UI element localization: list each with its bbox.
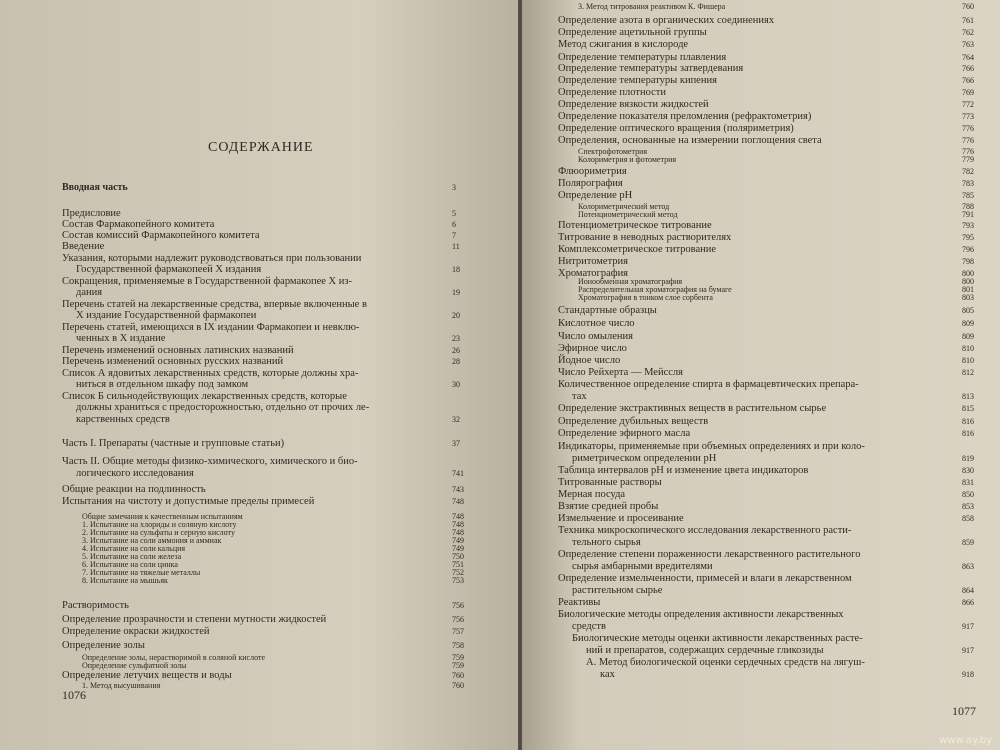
toc-page-ref: 810	[962, 356, 974, 365]
toc-entry: Метод сжигания в кислороде	[558, 39, 689, 50]
toc-entry: Определение экстрактивных веществ в растительном сырье	[558, 403, 827, 414]
toc-page-ref: 763	[962, 40, 974, 49]
toc-entry: логического исследования	[76, 468, 194, 479]
toc-entry: сырья амбарными вредителями	[572, 561, 713, 572]
toc-entry: Введение	[62, 241, 105, 252]
toc-entry: Определение прозрачности и степени мутности жидкостей	[62, 614, 327, 625]
toc-page-ref: 759	[452, 661, 464, 670]
toc-page-ref: 760	[452, 671, 464, 680]
toc-entry: ках	[600, 669, 615, 680]
toc-page-ref: 866	[962, 598, 974, 607]
toc-page-ref: 805	[962, 306, 974, 315]
toc-page-ref: 753	[452, 576, 464, 585]
toc-entry: Определение сульфатной золы	[82, 661, 187, 670]
page-number-right: 1077	[952, 704, 976, 718]
toc-page-ref: 864	[962, 586, 974, 595]
toc-entry: Определение плотности	[558, 87, 666, 98]
toc-entry: Определение золы, нерастворимой в соляной кислоте	[82, 653, 266, 662]
toc-page-ref: 779	[962, 155, 974, 164]
toc-entry: Часть II. Общие методы физико-химического, химического и био-	[62, 456, 358, 467]
toc-page-ref: 750	[452, 552, 464, 561]
toc-page-ref: 812	[962, 368, 974, 377]
toc-page-ref: 816	[962, 417, 974, 426]
toc-page-ref: 749	[452, 544, 464, 553]
toc-page-ref: 759	[452, 653, 464, 662]
toc-entry: 7. Испытание на тяжелые металлы	[82, 568, 201, 577]
toc-page-ref: 11	[452, 242, 460, 251]
toc-entry: Колориметрия и фотометрия	[578, 155, 677, 164]
toc-page-ref: 803	[962, 293, 974, 302]
toc-page-ref: 815	[962, 404, 974, 413]
toc-page-ref: 918	[962, 670, 974, 679]
toc-page-ref: 32	[452, 415, 460, 424]
toc-page-ref: 5	[452, 209, 456, 218]
toc-entry: Потенциометрическое титрование	[558, 220, 712, 231]
toc-entry: Определение летучих веществ и воды	[62, 670, 232, 681]
toc-entry: Число Рейхерта — Мейссля	[558, 367, 683, 378]
toc-page-ref: 800	[962, 277, 974, 286]
toc-entry: Определение температуры плавления	[558, 52, 727, 63]
toc-page-ref: 830	[962, 466, 974, 475]
toc-page-ref: 850	[962, 490, 974, 499]
toc-page-ref: 809	[962, 319, 974, 328]
toc-entry: 8. Испытание на мышьяк	[82, 576, 168, 585]
toc-page-ref: 752	[452, 568, 464, 577]
toc-page-ref: 20	[452, 311, 460, 320]
toc-entry: Взятие средней пробы	[558, 501, 659, 512]
toc-entry: Колориметрический метод	[578, 202, 670, 211]
toc-entry: Список Б сильнодействующих лекарственных средств, которые	[62, 391, 347, 402]
toc-entry: Йодное число	[558, 355, 621, 366]
toc-entry: Определение оптического вращения (поляриметрия)	[558, 123, 794, 134]
toc-entry: ниться в отдельном шкафу под замком	[76, 379, 249, 390]
toc-entry: карственных средств	[76, 414, 170, 425]
toc-page-ref: 743	[452, 485, 464, 494]
toc-page-ref: 791	[962, 210, 974, 219]
toc-page-ref: 19	[452, 288, 460, 297]
toc-entry: Определение температуры кипения	[558, 75, 717, 86]
toc-page-ref: 760	[452, 681, 464, 690]
toc-page-ref: 783	[962, 179, 974, 188]
toc-entry: Индикаторы, применяемые при объемных определениях и при коло-	[558, 441, 865, 452]
toc-page-ref: 782	[962, 167, 974, 176]
toc-entry: 5. Испытание на соли железа	[82, 552, 182, 561]
toc-page-ref: 762	[962, 28, 974, 37]
toc-page-ref: 801	[962, 285, 974, 294]
toc-entry: 1. Испытание на хлориды и соляную кислоту	[82, 520, 237, 529]
toc-entry: Государственной фармакопеей X издания	[76, 264, 262, 275]
toc-page-ref: 18	[452, 265, 460, 274]
toc-entry: Полярография	[558, 178, 623, 189]
toc-page-ref: 26	[452, 346, 460, 355]
toc-entry: Измельчение и просеивание	[558, 513, 684, 524]
toc-entry: Определение показателя преломления (рефрактометрия)	[558, 111, 812, 122]
toc-entry: Список А ядовитых лекарственных средств, которые должны хра-	[62, 368, 359, 379]
toc-entry: Общие замечания к качественным испытаниям	[82, 512, 243, 521]
toc-entry: Титрование в неводных растворителях	[558, 232, 732, 243]
toc-entry: Перечень изменений основных русских названий	[62, 356, 284, 367]
toc-page-ref: 748	[452, 497, 464, 506]
watermark: www.ay.by	[939, 735, 992, 746]
toc-page-ref: 751	[452, 560, 464, 569]
toc-entry: 6. Испытание на соли цинка	[82, 560, 178, 569]
toc-page-ref: 748	[452, 520, 464, 529]
toc-entry: Состав Фармакопейного комитета	[62, 219, 215, 230]
toc-page-ref: 813	[962, 392, 974, 401]
toc-entry: 3. Испытание на соли аммония и аммиак	[82, 536, 222, 545]
toc-entry: Определение азота в органических соединениях	[558, 15, 775, 26]
toc-entry: Кислотное число	[558, 318, 635, 329]
toc-entry: Перечень статей на лекарственные средства, впервые включенные в	[62, 299, 367, 310]
toc-entry: Стандартные образцы	[558, 305, 657, 316]
toc-entry: Определение окраски жидкостей	[62, 626, 210, 637]
toc-page-ref: 766	[962, 64, 974, 73]
toc-page-ref: 863	[962, 562, 974, 571]
toc-entry: должны храниться с предосторожностью, отдельно от прочих ле-	[76, 402, 370, 413]
toc-entry: Перечень статей, имеющихся в IX издании Фармакопеи и невклю-	[62, 322, 360, 333]
toc-entry: Определения, основанные на измерении поглощения света	[558, 135, 822, 146]
toc-entry: ний и препаратов, содержащих сердечные гликозиды	[586, 645, 824, 656]
toc-entry: Потенциометрический метод	[578, 210, 678, 219]
toc-entry: Биологические методы определения активности лекарственных	[558, 609, 844, 620]
toc-page-ref: 816	[962, 429, 974, 438]
toc-page-ref: 772	[962, 100, 974, 109]
toc-entry: тах	[572, 391, 587, 402]
toc-entry: Нитритометрия	[558, 256, 629, 267]
toc-entry: Испытания на чистоту и допустимые пределы примесей	[62, 496, 315, 507]
toc-page-ref: 795	[962, 233, 974, 242]
toc-page-ref: 793	[962, 221, 974, 230]
toc-page-ref: 6	[452, 220, 456, 229]
toc-entry: Вводная часть	[62, 182, 128, 193]
toc-entry: Предисловие	[62, 208, 121, 219]
toc-entry: Биологические методы оценки активности лекарственных расте-	[572, 633, 863, 644]
toc-entry: Комплексометрическое титрование	[558, 244, 717, 255]
toc-page-ref: 810	[962, 344, 974, 353]
toc-entry: Растворимость	[62, 600, 129, 611]
toc-page-ref: 853	[962, 502, 974, 511]
toc-entry: X издание Государственной фармакопеи	[76, 310, 257, 321]
toc-entry: Определение вязкости жидкостей	[558, 99, 709, 110]
toc-entry: Определение измельченности, примесей и влаги в лекарственном	[558, 573, 852, 584]
toc-entry: Эфирное число	[558, 343, 627, 354]
toc-entry: Определение дубильных веществ	[558, 416, 709, 427]
toc-page-ref: 769	[962, 88, 974, 97]
toc-entry: Определение ацетильной группы	[558, 27, 707, 38]
toc-entry: Титрованные растворы	[558, 477, 662, 488]
toc-entry: дания	[76, 287, 103, 298]
toc-entry: 3. Метод титрования реактивом К. Фишера	[578, 2, 726, 11]
toc-page-ref: 800	[962, 269, 974, 278]
toc-entry: средств	[572, 621, 606, 632]
page-number-left: 1076	[62, 688, 86, 702]
toc-page-ref: 766	[962, 76, 974, 85]
toc-page-ref: 37	[452, 439, 460, 448]
toc-page-ref: 831	[962, 478, 974, 487]
toc-entry: Определение степени пораженности лекарственного растительного	[558, 549, 861, 560]
toc-page-ref: 7	[452, 231, 456, 240]
toc-entry: Распределительная хроматография на бумаге	[578, 285, 732, 294]
toc-page-ref: 741	[452, 469, 464, 478]
toc-entry: Указания, которыми надлежит руководствоваться при пользовании	[62, 253, 362, 264]
toc-entry: 2. Испытание на сульфаты и серную кислоту	[82, 528, 235, 537]
toc-page-ref: 28	[452, 357, 460, 366]
toc-entry: Определение pH	[558, 190, 633, 201]
toc-entry: тельного сырья	[572, 537, 641, 548]
toc-entry: Часть I. Препараты (частные и групповые статьи)	[62, 438, 285, 449]
toc-entry: Мерная посуда	[558, 489, 626, 500]
toc-page-ref: 785	[962, 191, 974, 200]
toc-page-ref: 773	[962, 112, 974, 121]
toc-entry: 1. Метод высушивания	[82, 681, 161, 690]
toc-page-ref: 798	[962, 257, 974, 266]
toc-page-ref: 760	[962, 2, 974, 11]
toc-page-ref: 764	[962, 53, 974, 62]
toc-entry: растительном сырье	[572, 585, 663, 596]
toc-page-ref: 749	[452, 536, 464, 545]
toc-page-ref: 776	[962, 124, 974, 133]
toc-page-ref: 917	[962, 646, 974, 655]
toc-page-ref: 819	[962, 454, 974, 463]
toc-entry: Общие реакции на подлинность	[62, 484, 206, 495]
toc-entry: Определение золы	[62, 640, 145, 651]
toc-page-ref: 756	[452, 615, 464, 624]
toc-page-ref: 776	[962, 136, 974, 145]
toc-entry: Определение эфирного масла	[558, 428, 691, 439]
toc-entry: Флюориметрия	[558, 166, 627, 177]
toc-page-ref: 788	[962, 202, 974, 211]
toc-entry: 4. Испытание на соли кальция	[82, 544, 186, 553]
page-title: СОДЕРЖАНИЕ	[208, 140, 314, 155]
toc-page-ref: 761	[962, 16, 974, 25]
toc-entry: Определение температуры затвердевания	[558, 63, 744, 74]
toc-page-ref: 23	[452, 334, 460, 343]
toc-page-ref: 859	[962, 538, 974, 547]
toc-page-ref: 796	[962, 245, 974, 254]
toc-entry: Количественное определение спирта в фармацевтических препара-	[558, 379, 859, 390]
toc-page-ref: 748	[452, 512, 464, 521]
toc-page-ref: 776	[962, 147, 974, 156]
toc-entry: Сокращения, применяемые в Государственной фармакопее X из-	[62, 276, 353, 287]
toc-entry: А. Метод биологической оценки сердечных средств на лягуш-	[586, 657, 865, 668]
toc-entry: Хроматография	[558, 268, 629, 279]
toc-page-ref: 3	[452, 183, 456, 192]
toc-entry: Ионообменная хроматография	[578, 277, 683, 286]
toc-page-ref: 757	[452, 627, 464, 636]
toc-page-ref: 748	[452, 528, 464, 537]
toc-page-ref: 809	[962, 332, 974, 341]
toc-entry: ченных в X издание	[76, 333, 166, 344]
toc-entry: Таблица интервалов pH и изменение цвета индикаторов	[558, 465, 809, 476]
toc-page-ref: 917	[962, 622, 974, 631]
toc-page-ref: 756	[452, 601, 464, 610]
toc-page-ref: 30	[452, 380, 460, 389]
toc-entry: риметрическом определении pH	[572, 453, 717, 464]
toc-entry: Техника микроскопического исследования лекарственного расти-	[558, 525, 852, 536]
right-page	[522, 0, 1000, 750]
toc-entry: Спектрофотометрия	[578, 147, 648, 156]
toc-entry: Число омыления	[558, 331, 633, 342]
toc-page-ref: 758	[452, 641, 464, 650]
toc-entry: Хроматография в тонком слое сорбента	[578, 293, 713, 302]
toc-entry: Перечень изменений основных латинских названий	[62, 345, 294, 356]
toc-page-ref: 858	[962, 514, 974, 523]
toc-entry: Реактивы	[558, 597, 601, 608]
toc-entry: Состав комиссий Фармакопейного комитета	[62, 230, 260, 241]
